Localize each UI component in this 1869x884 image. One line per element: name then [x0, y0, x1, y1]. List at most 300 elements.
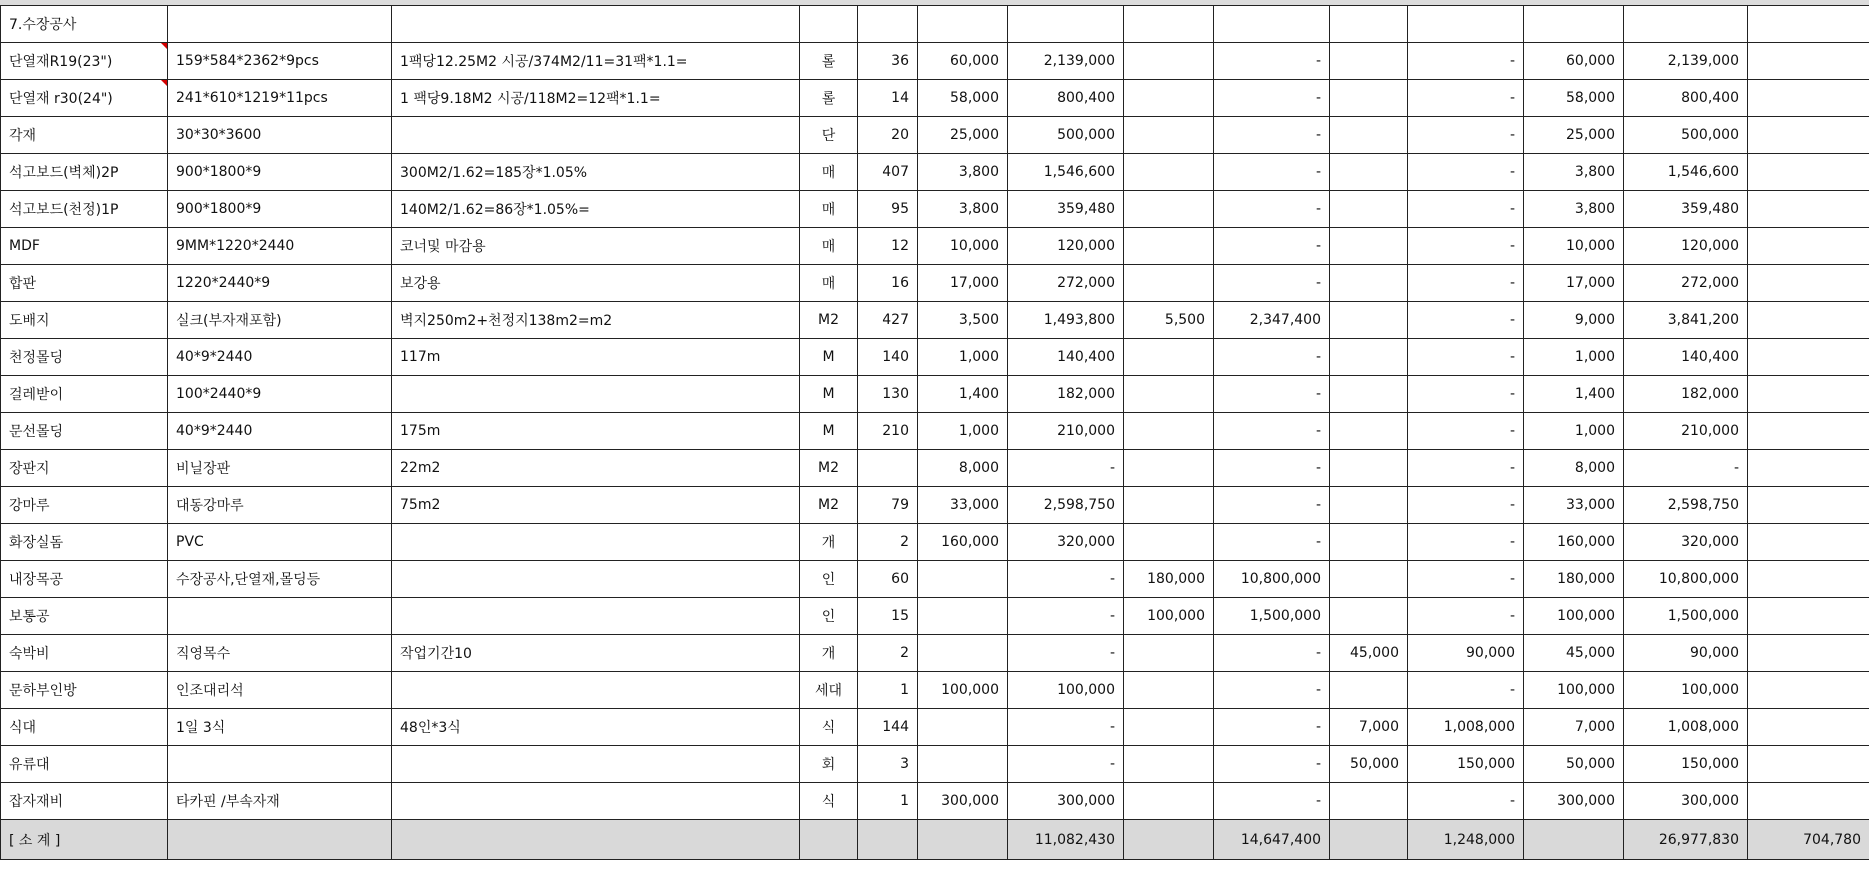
qty-cell[interactable]: 210 [858, 413, 918, 450]
note-cell[interactable]: 300M2/1.62=185장*1.05% [392, 154, 800, 191]
note-cell[interactable]: 48인*3식 [392, 709, 800, 746]
spec-cell[interactable]: 900*1800*9 [168, 154, 392, 191]
material-price-cell[interactable] [918, 709, 1008, 746]
note-cell[interactable] [392, 783, 800, 820]
expense-amount-cell[interactable]: - [1408, 43, 1524, 80]
extra-cell[interactable] [1748, 561, 1869, 598]
expense-amount-cell[interactable]: - [1408, 487, 1524, 524]
expense-price-cell[interactable] [1330, 561, 1408, 598]
labor-price-cell[interactable] [1124, 376, 1214, 413]
expense-amount-cell[interactable]: - [1408, 80, 1524, 117]
empty-cell[interactable] [168, 820, 392, 860]
labor-amount-cell[interactable]: - [1214, 265, 1330, 302]
total-price-cell[interactable]: 1,400 [1524, 376, 1624, 413]
unit-cell[interactable]: 개 [800, 635, 858, 672]
expense-amount-cell[interactable]: - [1408, 339, 1524, 376]
expense-price-cell[interactable] [1330, 783, 1408, 820]
empty-cell[interactable] [1330, 820, 1408, 860]
note-cell[interactable]: 코너및 마감용 [392, 228, 800, 265]
extra-cell[interactable] [1748, 265, 1869, 302]
labor-amount-cell[interactable]: - [1214, 191, 1330, 228]
expense-price-cell[interactable] [1330, 191, 1408, 228]
unit-cell[interactable]: M [800, 413, 858, 450]
labor-amount-cell[interactable]: - [1214, 783, 1330, 820]
note-cell[interactable] [392, 117, 800, 154]
labor-price-cell[interactable] [1124, 80, 1214, 117]
total-amount-cell[interactable]: 1,500,000 [1624, 598, 1748, 635]
material-price-cell[interactable]: 3,800 [918, 191, 1008, 228]
expense-amount-cell[interactable]: - [1408, 450, 1524, 487]
total-amount-cell[interactable]: 320,000 [1624, 524, 1748, 561]
labor-amount-cell[interactable]: - [1214, 80, 1330, 117]
qty-cell[interactable]: 79 [858, 487, 918, 524]
material-amount-cell[interactable]: 120,000 [1008, 228, 1124, 265]
labor-price-cell[interactable] [1124, 709, 1214, 746]
total-amount-cell[interactable]: 140,400 [1624, 339, 1748, 376]
total-price-cell[interactable]: 45,000 [1524, 635, 1624, 672]
item-name-cell[interactable]: 단열재R19(23") [1, 43, 168, 80]
extra-cell[interactable] [1748, 339, 1869, 376]
material-price-cell[interactable]: 17,000 [918, 265, 1008, 302]
expense-price-cell[interactable] [1330, 413, 1408, 450]
material-amount-cell[interactable]: 800,400 [1008, 80, 1124, 117]
labor-amount-cell[interactable]: 10,800,000 [1214, 561, 1330, 598]
expense-price-cell[interactable] [1330, 228, 1408, 265]
spec-cell[interactable]: PVC [168, 524, 392, 561]
subtotal-labor-amount[interactable]: 14,647,400 [1214, 820, 1330, 860]
spec-cell[interactable]: 실크(부자재포함) [168, 302, 392, 339]
item-name-cell[interactable]: 보통공 [1, 598, 168, 635]
qty-cell[interactable]: 15 [858, 598, 918, 635]
spec-cell[interactable]: 대동강마루 [168, 487, 392, 524]
item-name-cell[interactable]: 잡자재비 [1, 783, 168, 820]
qty-cell[interactable]: 36 [858, 43, 918, 80]
note-cell[interactable]: 175m [392, 413, 800, 450]
expense-price-cell[interactable] [1330, 154, 1408, 191]
unit-cell[interactable]: 회 [800, 746, 858, 783]
item-name-cell[interactable]: 유류대 [1, 746, 168, 783]
item-name-cell[interactable]: 걸레받이 [1, 376, 168, 413]
labor-amount-cell[interactable]: - [1214, 524, 1330, 561]
extra-cell[interactable] [1748, 302, 1869, 339]
expense-amount-cell[interactable]: - [1408, 154, 1524, 191]
extra-cell[interactable] [1748, 154, 1869, 191]
material-price-cell[interactable]: 58,000 [918, 80, 1008, 117]
spec-cell[interactable]: 40*9*2440 [168, 413, 392, 450]
spec-cell[interactable]: 30*30*3600 [168, 117, 392, 154]
total-price-cell[interactable]: 50,000 [1524, 746, 1624, 783]
total-price-cell[interactable]: 33,000 [1524, 487, 1624, 524]
extra-cell[interactable] [1748, 117, 1869, 154]
expense-amount-cell[interactable]: - [1408, 672, 1524, 709]
total-price-cell[interactable]: 1,000 [1524, 413, 1624, 450]
material-price-cell[interactable] [918, 746, 1008, 783]
extra-cell[interactable] [1748, 524, 1869, 561]
expense-amount-cell[interactable]: - [1408, 228, 1524, 265]
unit-cell[interactable]: 단 [800, 117, 858, 154]
labor-price-cell[interactable] [1124, 487, 1214, 524]
total-price-cell[interactable]: 17,000 [1524, 265, 1624, 302]
labor-price-cell[interactable] [1124, 635, 1214, 672]
total-amount-cell[interactable]: - [1624, 450, 1748, 487]
total-price-cell[interactable]: 25,000 [1524, 117, 1624, 154]
empty-cell[interactable] [1124, 820, 1214, 860]
material-price-cell[interactable]: 1,000 [918, 339, 1008, 376]
total-amount-cell[interactable]: 90,000 [1624, 635, 1748, 672]
total-amount-cell[interactable]: 3,841,200 [1624, 302, 1748, 339]
item-name-cell[interactable]: 문선몰딩 [1, 413, 168, 450]
labor-amount-cell[interactable]: - [1214, 339, 1330, 376]
extra-cell[interactable] [1748, 43, 1869, 80]
labor-price-cell[interactable] [1124, 117, 1214, 154]
expense-price-cell[interactable] [1330, 598, 1408, 635]
expense-amount-cell[interactable]: - [1408, 561, 1524, 598]
total-amount-cell[interactable]: 210,000 [1624, 413, 1748, 450]
total-price-cell[interactable]: 10,000 [1524, 228, 1624, 265]
labor-price-cell[interactable] [1124, 746, 1214, 783]
item-name-cell[interactable]: 내장목공 [1, 561, 168, 598]
subtotal-material-amount[interactable]: 11,082,430 [1008, 820, 1124, 860]
note-cell[interactable]: 보강용 [392, 265, 800, 302]
material-amount-cell[interactable]: 2,139,000 [1008, 43, 1124, 80]
expense-amount-cell[interactable]: - [1408, 524, 1524, 561]
expense-price-cell[interactable] [1330, 376, 1408, 413]
labor-price-cell[interactable] [1124, 524, 1214, 561]
unit-cell[interactable]: 인 [800, 561, 858, 598]
total-price-cell[interactable]: 180,000 [1524, 561, 1624, 598]
labor-amount-cell[interactable]: - [1214, 228, 1330, 265]
note-cell[interactable] [392, 524, 800, 561]
labor-amount-cell[interactable]: - [1214, 413, 1330, 450]
expense-price-cell[interactable] [1330, 43, 1408, 80]
expense-price-cell[interactable] [1330, 487, 1408, 524]
material-price-cell[interactable]: 300,000 [918, 783, 1008, 820]
unit-cell[interactable]: M2 [800, 450, 858, 487]
subtotal-expense-amount[interactable]: 1,248,000 [1408, 820, 1524, 860]
qty-cell[interactable]: 2 [858, 635, 918, 672]
spec-cell[interactable] [168, 746, 392, 783]
expense-amount-cell[interactable]: - [1408, 302, 1524, 339]
expense-price-cell[interactable] [1330, 339, 1408, 376]
labor-amount-cell[interactable]: - [1214, 487, 1330, 524]
extra-cell[interactable] [1748, 376, 1869, 413]
labor-price-cell[interactable] [1124, 191, 1214, 228]
subtotal-label[interactable]: [ 소 계 ] [1, 820, 168, 860]
empty-cell[interactable] [858, 820, 918, 860]
labor-amount-cell[interactable]: - [1214, 43, 1330, 80]
unit-cell[interactable]: M [800, 376, 858, 413]
total-amount-cell[interactable]: 150,000 [1624, 746, 1748, 783]
extra-cell[interactable] [1748, 672, 1869, 709]
total-amount-cell[interactable]: 272,000 [1624, 265, 1748, 302]
unit-cell[interactable]: 롤 [800, 43, 858, 80]
total-amount-cell[interactable]: 182,000 [1624, 376, 1748, 413]
qty-cell[interactable]: 407 [858, 154, 918, 191]
labor-price-cell[interactable] [1124, 154, 1214, 191]
labor-amount-cell[interactable]: - [1214, 376, 1330, 413]
extra-cell[interactable] [1748, 635, 1869, 672]
labor-price-cell[interactable]: 5,500 [1124, 302, 1214, 339]
total-price-cell[interactable]: 9,000 [1524, 302, 1624, 339]
labor-amount-cell[interactable]: - [1214, 709, 1330, 746]
material-price-cell[interactable]: 60,000 [918, 43, 1008, 80]
empty-cell[interactable] [800, 820, 858, 860]
material-amount-cell[interactable]: 1,493,800 [1008, 302, 1124, 339]
spec-cell[interactable]: 100*2440*9 [168, 376, 392, 413]
material-price-cell[interactable]: 100,000 [918, 672, 1008, 709]
item-name-cell[interactable]: 숙박비 [1, 635, 168, 672]
spec-cell[interactable] [168, 598, 392, 635]
item-name-cell[interactable]: 각재 [1, 117, 168, 154]
extra-cell[interactable] [1748, 80, 1869, 117]
material-price-cell[interactable]: 3,500 [918, 302, 1008, 339]
material-amount-cell[interactable]: - [1008, 746, 1124, 783]
qty-cell[interactable]: 16 [858, 265, 918, 302]
total-price-cell[interactable]: 8,000 [1524, 450, 1624, 487]
material-price-cell[interactable]: 10,000 [918, 228, 1008, 265]
labor-amount-cell[interactable]: 1,500,000 [1214, 598, 1330, 635]
total-price-cell[interactable]: 160,000 [1524, 524, 1624, 561]
labor-amount-cell[interactable]: - [1214, 672, 1330, 709]
item-name-cell[interactable]: 식대 [1, 709, 168, 746]
extra-cell[interactable] [1748, 709, 1869, 746]
item-name-cell[interactable]: 문하부인방 [1, 672, 168, 709]
item-name-cell[interactable]: 도배지 [1, 302, 168, 339]
unit-cell[interactable]: 인 [800, 598, 858, 635]
material-amount-cell[interactable]: 500,000 [1008, 117, 1124, 154]
total-price-cell[interactable]: 3,800 [1524, 191, 1624, 228]
material-price-cell[interactable]: 1,400 [918, 376, 1008, 413]
subtotal-extra[interactable]: 704,780 [1748, 820, 1869, 860]
spec-cell[interactable]: 159*584*2362*9pcs [168, 43, 392, 80]
spec-cell[interactable]: 비닐장판 [168, 450, 392, 487]
material-amount-cell[interactable]: 2,598,750 [1008, 487, 1124, 524]
extra-cell[interactable] [1748, 191, 1869, 228]
total-amount-cell[interactable]: 500,000 [1624, 117, 1748, 154]
labor-price-cell[interactable] [1124, 228, 1214, 265]
unit-cell[interactable]: 식 [800, 783, 858, 820]
expense-price-cell[interactable] [1330, 80, 1408, 117]
total-amount-cell[interactable]: 300,000 [1624, 783, 1748, 820]
material-price-cell[interactable]: 160,000 [918, 524, 1008, 561]
note-cell[interactable]: 벽지250m2+천정지138m2=m2 [392, 302, 800, 339]
qty-cell[interactable]: 12 [858, 228, 918, 265]
material-price-cell[interactable]: 8,000 [918, 450, 1008, 487]
unit-cell[interactable]: 매 [800, 154, 858, 191]
spec-cell[interactable]: 1220*2440*9 [168, 265, 392, 302]
extra-cell[interactable] [1748, 413, 1869, 450]
material-price-cell[interactable]: 33,000 [918, 487, 1008, 524]
qty-cell[interactable]: 3 [858, 746, 918, 783]
item-name-cell[interactable]: 강마루 [1, 487, 168, 524]
item-name-cell[interactable]: 화장실돔 [1, 524, 168, 561]
unit-cell[interactable]: M2 [800, 487, 858, 524]
labor-amount-cell[interactable]: - [1214, 154, 1330, 191]
spec-cell[interactable]: 타카핀 /부속자재 [168, 783, 392, 820]
note-cell[interactable] [392, 746, 800, 783]
total-price-cell[interactable]: 58,000 [1524, 80, 1624, 117]
total-amount-cell[interactable]: 2,598,750 [1624, 487, 1748, 524]
spec-cell[interactable]: 인조대리석 [168, 672, 392, 709]
qty-cell[interactable]: 140 [858, 339, 918, 376]
note-cell[interactable]: 140M2/1.62=86장*1.05%= [392, 191, 800, 228]
empty-cell[interactable] [1524, 820, 1624, 860]
section-title[interactable]: 7.수장공사 [1, 6, 168, 43]
labor-price-cell[interactable] [1124, 672, 1214, 709]
total-amount-cell[interactable]: 120,000 [1624, 228, 1748, 265]
labor-price-cell[interactable] [1124, 413, 1214, 450]
item-name-cell[interactable]: 석고보드(벽체)2P [1, 154, 168, 191]
material-amount-cell[interactable]: 320,000 [1008, 524, 1124, 561]
total-price-cell[interactable]: 60,000 [1524, 43, 1624, 80]
expense-amount-cell[interactable]: - [1408, 376, 1524, 413]
spec-cell[interactable]: 직영목수 [168, 635, 392, 672]
spec-cell[interactable]: 1일 3식 [168, 709, 392, 746]
material-price-cell[interactable] [918, 561, 1008, 598]
expense-price-cell[interactable] [1330, 672, 1408, 709]
material-amount-cell[interactable]: 210,000 [1008, 413, 1124, 450]
spec-cell[interactable]: 900*1800*9 [168, 191, 392, 228]
item-name-cell[interactable]: 석고보드(천정)1P [1, 191, 168, 228]
material-amount-cell[interactable]: - [1008, 635, 1124, 672]
qty-cell[interactable]: 95 [858, 191, 918, 228]
labor-price-cell[interactable] [1124, 783, 1214, 820]
note-cell[interactable]: 117m [392, 339, 800, 376]
total-amount-cell[interactable]: 359,480 [1624, 191, 1748, 228]
total-price-cell[interactable]: 100,000 [1524, 598, 1624, 635]
unit-cell[interactable]: 롤 [800, 80, 858, 117]
expense-price-cell[interactable]: 45,000 [1330, 635, 1408, 672]
note-cell[interactable]: 75m2 [392, 487, 800, 524]
item-name-cell[interactable]: 합판 [1, 265, 168, 302]
item-name-cell[interactable]: 단열재 r30(24") [1, 80, 168, 117]
item-name-cell[interactable]: 천정몰딩 [1, 339, 168, 376]
total-price-cell[interactable]: 3,800 [1524, 154, 1624, 191]
qty-cell[interactable]: 20 [858, 117, 918, 154]
labor-amount-cell[interactable]: - [1214, 635, 1330, 672]
spec-cell[interactable]: 241*610*1219*11pcs [168, 80, 392, 117]
labor-price-cell[interactable] [1124, 265, 1214, 302]
extra-cell[interactable] [1748, 228, 1869, 265]
expense-price-cell[interactable] [1330, 450, 1408, 487]
spec-cell[interactable]: 40*9*2440 [168, 339, 392, 376]
unit-cell[interactable]: 매 [800, 191, 858, 228]
unit-cell[interactable]: 세대 [800, 672, 858, 709]
total-amount-cell[interactable]: 10,800,000 [1624, 561, 1748, 598]
material-amount-cell[interactable]: 300,000 [1008, 783, 1124, 820]
note-cell[interactable]: 1팩당12.25M2 시공/374M2/11=31팩*1.1= [392, 43, 800, 80]
qty-cell[interactable]: 14 [858, 80, 918, 117]
material-amount-cell[interactable]: 182,000 [1008, 376, 1124, 413]
expense-amount-cell[interactable]: - [1408, 783, 1524, 820]
material-price-cell[interactable] [918, 635, 1008, 672]
material-price-cell[interactable]: 3,800 [918, 154, 1008, 191]
note-cell[interactable] [392, 561, 800, 598]
extra-cell[interactable] [1748, 746, 1869, 783]
subtotal-total-amount[interactable]: 26,977,830 [1624, 820, 1748, 860]
expense-price-cell[interactable]: 50,000 [1330, 746, 1408, 783]
note-cell[interactable]: 1 팩당9.18M2 시공/118M2=12팩*1.1= [392, 80, 800, 117]
note-cell[interactable]: 작업기간10 [392, 635, 800, 672]
material-amount-cell[interactable]: - [1008, 709, 1124, 746]
extra-cell[interactable] [1748, 783, 1869, 820]
material-amount-cell[interactable]: 100,000 [1008, 672, 1124, 709]
spec-cell[interactable]: 수장공사,단열재,몰딩등 [168, 561, 392, 598]
unit-cell[interactable]: 매 [800, 228, 858, 265]
item-name-cell[interactable]: MDF [1, 228, 168, 265]
total-amount-cell[interactable]: 800,400 [1624, 80, 1748, 117]
note-cell[interactable] [392, 672, 800, 709]
expense-price-cell[interactable] [1330, 265, 1408, 302]
expense-price-cell[interactable] [1330, 302, 1408, 339]
unit-cell[interactable]: 매 [800, 265, 858, 302]
expense-amount-cell[interactable]: 150,000 [1408, 746, 1524, 783]
total-amount-cell[interactable]: 2,139,000 [1624, 43, 1748, 80]
material-amount-cell[interactable]: 140,400 [1008, 339, 1124, 376]
unit-cell[interactable]: 식 [800, 709, 858, 746]
material-price-cell[interactable]: 25,000 [918, 117, 1008, 154]
note-cell[interactable]: 22m2 [392, 450, 800, 487]
qty-cell[interactable]: 1 [858, 783, 918, 820]
expense-price-cell[interactable]: 7,000 [1330, 709, 1408, 746]
material-amount-cell[interactable]: - [1008, 450, 1124, 487]
total-price-cell[interactable]: 1,000 [1524, 339, 1624, 376]
material-amount-cell[interactable]: - [1008, 561, 1124, 598]
total-amount-cell[interactable]: 100,000 [1624, 672, 1748, 709]
unit-cell[interactable]: M2 [800, 302, 858, 339]
empty-cell[interactable] [392, 820, 800, 860]
qty-cell[interactable]: 130 [858, 376, 918, 413]
material-amount-cell[interactable]: 359,480 [1008, 191, 1124, 228]
extra-cell[interactable] [1748, 598, 1869, 635]
expense-amount-cell[interactable]: - [1408, 598, 1524, 635]
labor-price-cell[interactable]: 100,000 [1124, 598, 1214, 635]
extra-cell[interactable] [1748, 487, 1869, 524]
note-cell[interactable] [392, 598, 800, 635]
total-price-cell[interactable]: 300,000 [1524, 783, 1624, 820]
qty-cell[interactable] [858, 450, 918, 487]
expense-amount-cell[interactable]: - [1408, 117, 1524, 154]
expense-price-cell[interactable] [1330, 524, 1408, 561]
labor-amount-cell[interactable]: 2,347,400 [1214, 302, 1330, 339]
labor-price-cell[interactable]: 180,000 [1124, 561, 1214, 598]
note-cell[interactable] [392, 376, 800, 413]
material-price-cell[interactable]: 1,000 [918, 413, 1008, 450]
expense-amount-cell[interactable]: 1,008,000 [1408, 709, 1524, 746]
material-price-cell[interactable] [918, 598, 1008, 635]
total-price-cell[interactable]: 7,000 [1524, 709, 1624, 746]
unit-cell[interactable]: M [800, 339, 858, 376]
empty-cell[interactable] [918, 820, 1008, 860]
qty-cell[interactable]: 60 [858, 561, 918, 598]
labor-price-cell[interactable] [1124, 450, 1214, 487]
qty-cell[interactable]: 144 [858, 709, 918, 746]
labor-amount-cell[interactable]: - [1214, 450, 1330, 487]
total-price-cell[interactable]: 100,000 [1524, 672, 1624, 709]
labor-amount-cell[interactable]: - [1214, 746, 1330, 783]
material-amount-cell[interactable]: 1,546,600 [1008, 154, 1124, 191]
expense-price-cell[interactable] [1330, 117, 1408, 154]
labor-price-cell[interactable] [1124, 339, 1214, 376]
spec-cell[interactable]: 9MM*1220*2440 [168, 228, 392, 265]
expense-amount-cell[interactable]: - [1408, 265, 1524, 302]
expense-amount-cell[interactable]: - [1408, 191, 1524, 228]
qty-cell[interactable]: 427 [858, 302, 918, 339]
expense-amount-cell[interactable]: 90,000 [1408, 635, 1524, 672]
labor-amount-cell[interactable]: - [1214, 117, 1330, 154]
unit-cell[interactable]: 개 [800, 524, 858, 561]
qty-cell[interactable]: 1 [858, 672, 918, 709]
